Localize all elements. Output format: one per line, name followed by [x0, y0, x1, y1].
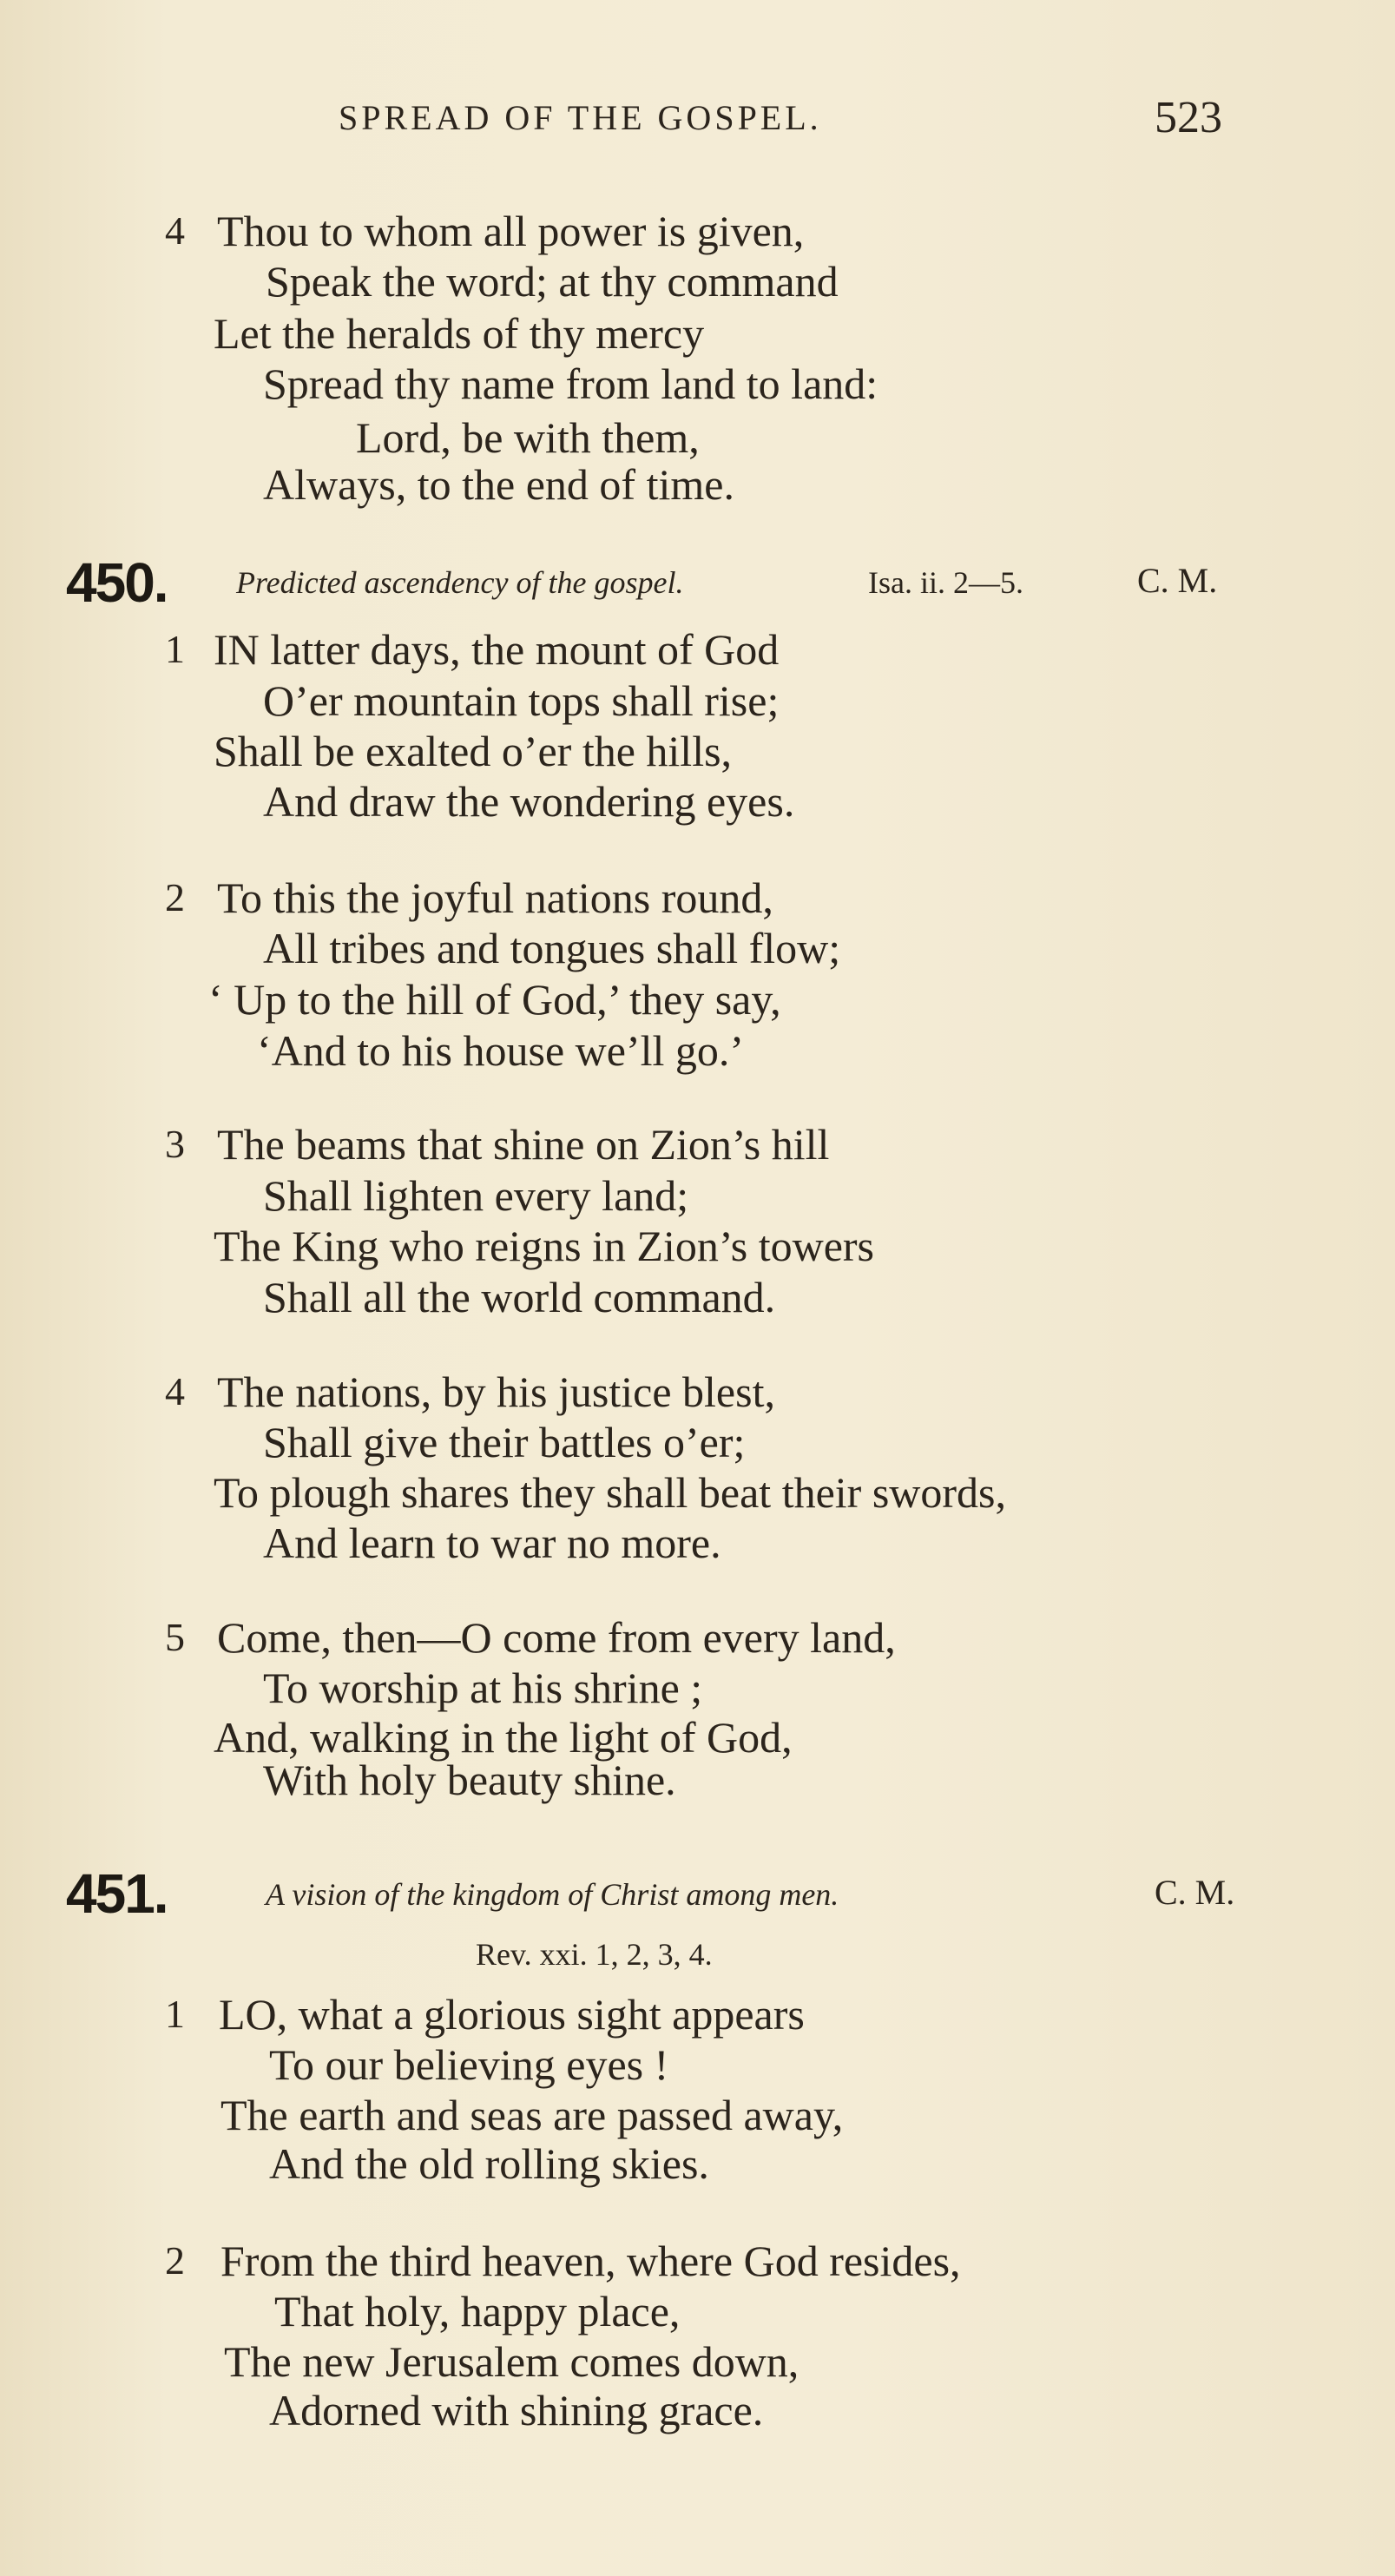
verse-line: To this the joyful nations round, — [217, 873, 773, 922]
verse-line: The King who reigns in Zion’s towers — [214, 1222, 875, 1270]
verse-line: ‘ Up to the hill of God,’ they say, — [208, 975, 781, 1024]
verse-line: All tribes and tongues shall flow; — [263, 924, 841, 972]
verse-line: The earth and seas are passed away, — [220, 2091, 844, 2139]
hymn-title: Predicted ascendency of the gospel. — [236, 565, 684, 600]
page-number: 523 — [1155, 93, 1222, 142]
verse-line: ‘And to his house we’ll go.’ — [257, 1026, 745, 1075]
verse-number: 4 — [165, 1369, 185, 1413]
verse-line: To plough shares they shall beat their swords, — [214, 1468, 1006, 1517]
verse-line: To worship at his shrine ; — [263, 1664, 703, 1712]
hymn-title: A vision of the kingdom of Christ among men. — [266, 1877, 839, 1912]
hymn-meter: C. M. — [1137, 561, 1218, 600]
verse-number: 1 — [165, 627, 185, 671]
verse-line: O’er mountain tops shall rise; — [263, 676, 780, 725]
verse-number: 2 — [165, 875, 185, 919]
verse-line: And the old rolling skies. — [269, 2139, 709, 2188]
verse-line: Thou to whom all power is given, — [217, 207, 805, 255]
hymn-number: 451. — [66, 1862, 168, 1925]
hymn-reference: Rev. xxi. 1, 2, 3, 4. — [476, 1937, 713, 1972]
verse-line: IN latter days, the mount of God — [214, 625, 780, 674]
verse-line: The nations, by his justice blest, — [217, 1367, 775, 1416]
verse-line: With holy beauty shine. — [263, 1756, 676, 1804]
verse-number: 2 — [165, 2238, 185, 2283]
verse-number: 4 — [165, 208, 185, 253]
verse-line: To our believing eyes ! — [269, 2040, 669, 2089]
verse-line: And learn to war no more. — [263, 1519, 721, 1567]
verse-line: Always, to the end of time. — [263, 460, 734, 509]
hymn-number: 450. — [66, 551, 168, 614]
verse-line: Spread thy name from land to land: — [263, 359, 878, 408]
hymn-reference: Isa. ii. 2—5. — [868, 565, 1023, 600]
verse-line: That holy, happy place, — [274, 2287, 681, 2336]
verse-number: 3 — [165, 1122, 185, 1166]
verse-number: 1 — [165, 1992, 185, 2036]
verse-line: And, walking in the light of God, — [214, 1713, 793, 1762]
verse-line: Adorned with shining grace. — [269, 2386, 764, 2434]
hymn-meter: C. M. — [1155, 1873, 1235, 1912]
verse-line: Lord, be with them, — [356, 413, 700, 462]
verse-line: From the third heaven, where God resides, — [220, 2237, 961, 2285]
verse-line: And draw the wondering eyes. — [263, 777, 795, 826]
verse-line: Come, then—O come from every land, — [217, 1613, 896, 1662]
verse-line: Shall all the world command. — [263, 1273, 776, 1321]
verse-line: Speak the word; at thy command — [266, 257, 839, 306]
verse-number: 5 — [165, 1615, 185, 1659]
running-title: SPREAD OF THE GOSPEL. — [339, 98, 822, 137]
verse-line: The beams that shine on Zion’s hill — [217, 1120, 830, 1169]
verse-line: Shall give their battles o’er; — [263, 1418, 746, 1466]
verse-line: Shall be exalted o’er the hills, — [214, 727, 733, 775]
verse-line: LO, what a glorious sight appears — [219, 1990, 805, 2039]
verse-line: Shall lighten every land; — [263, 1171, 689, 1220]
verse-line: The new Jerusalem comes down, — [224, 2337, 799, 2386]
verse-line: Let the heralds of thy mercy — [214, 309, 705, 358]
